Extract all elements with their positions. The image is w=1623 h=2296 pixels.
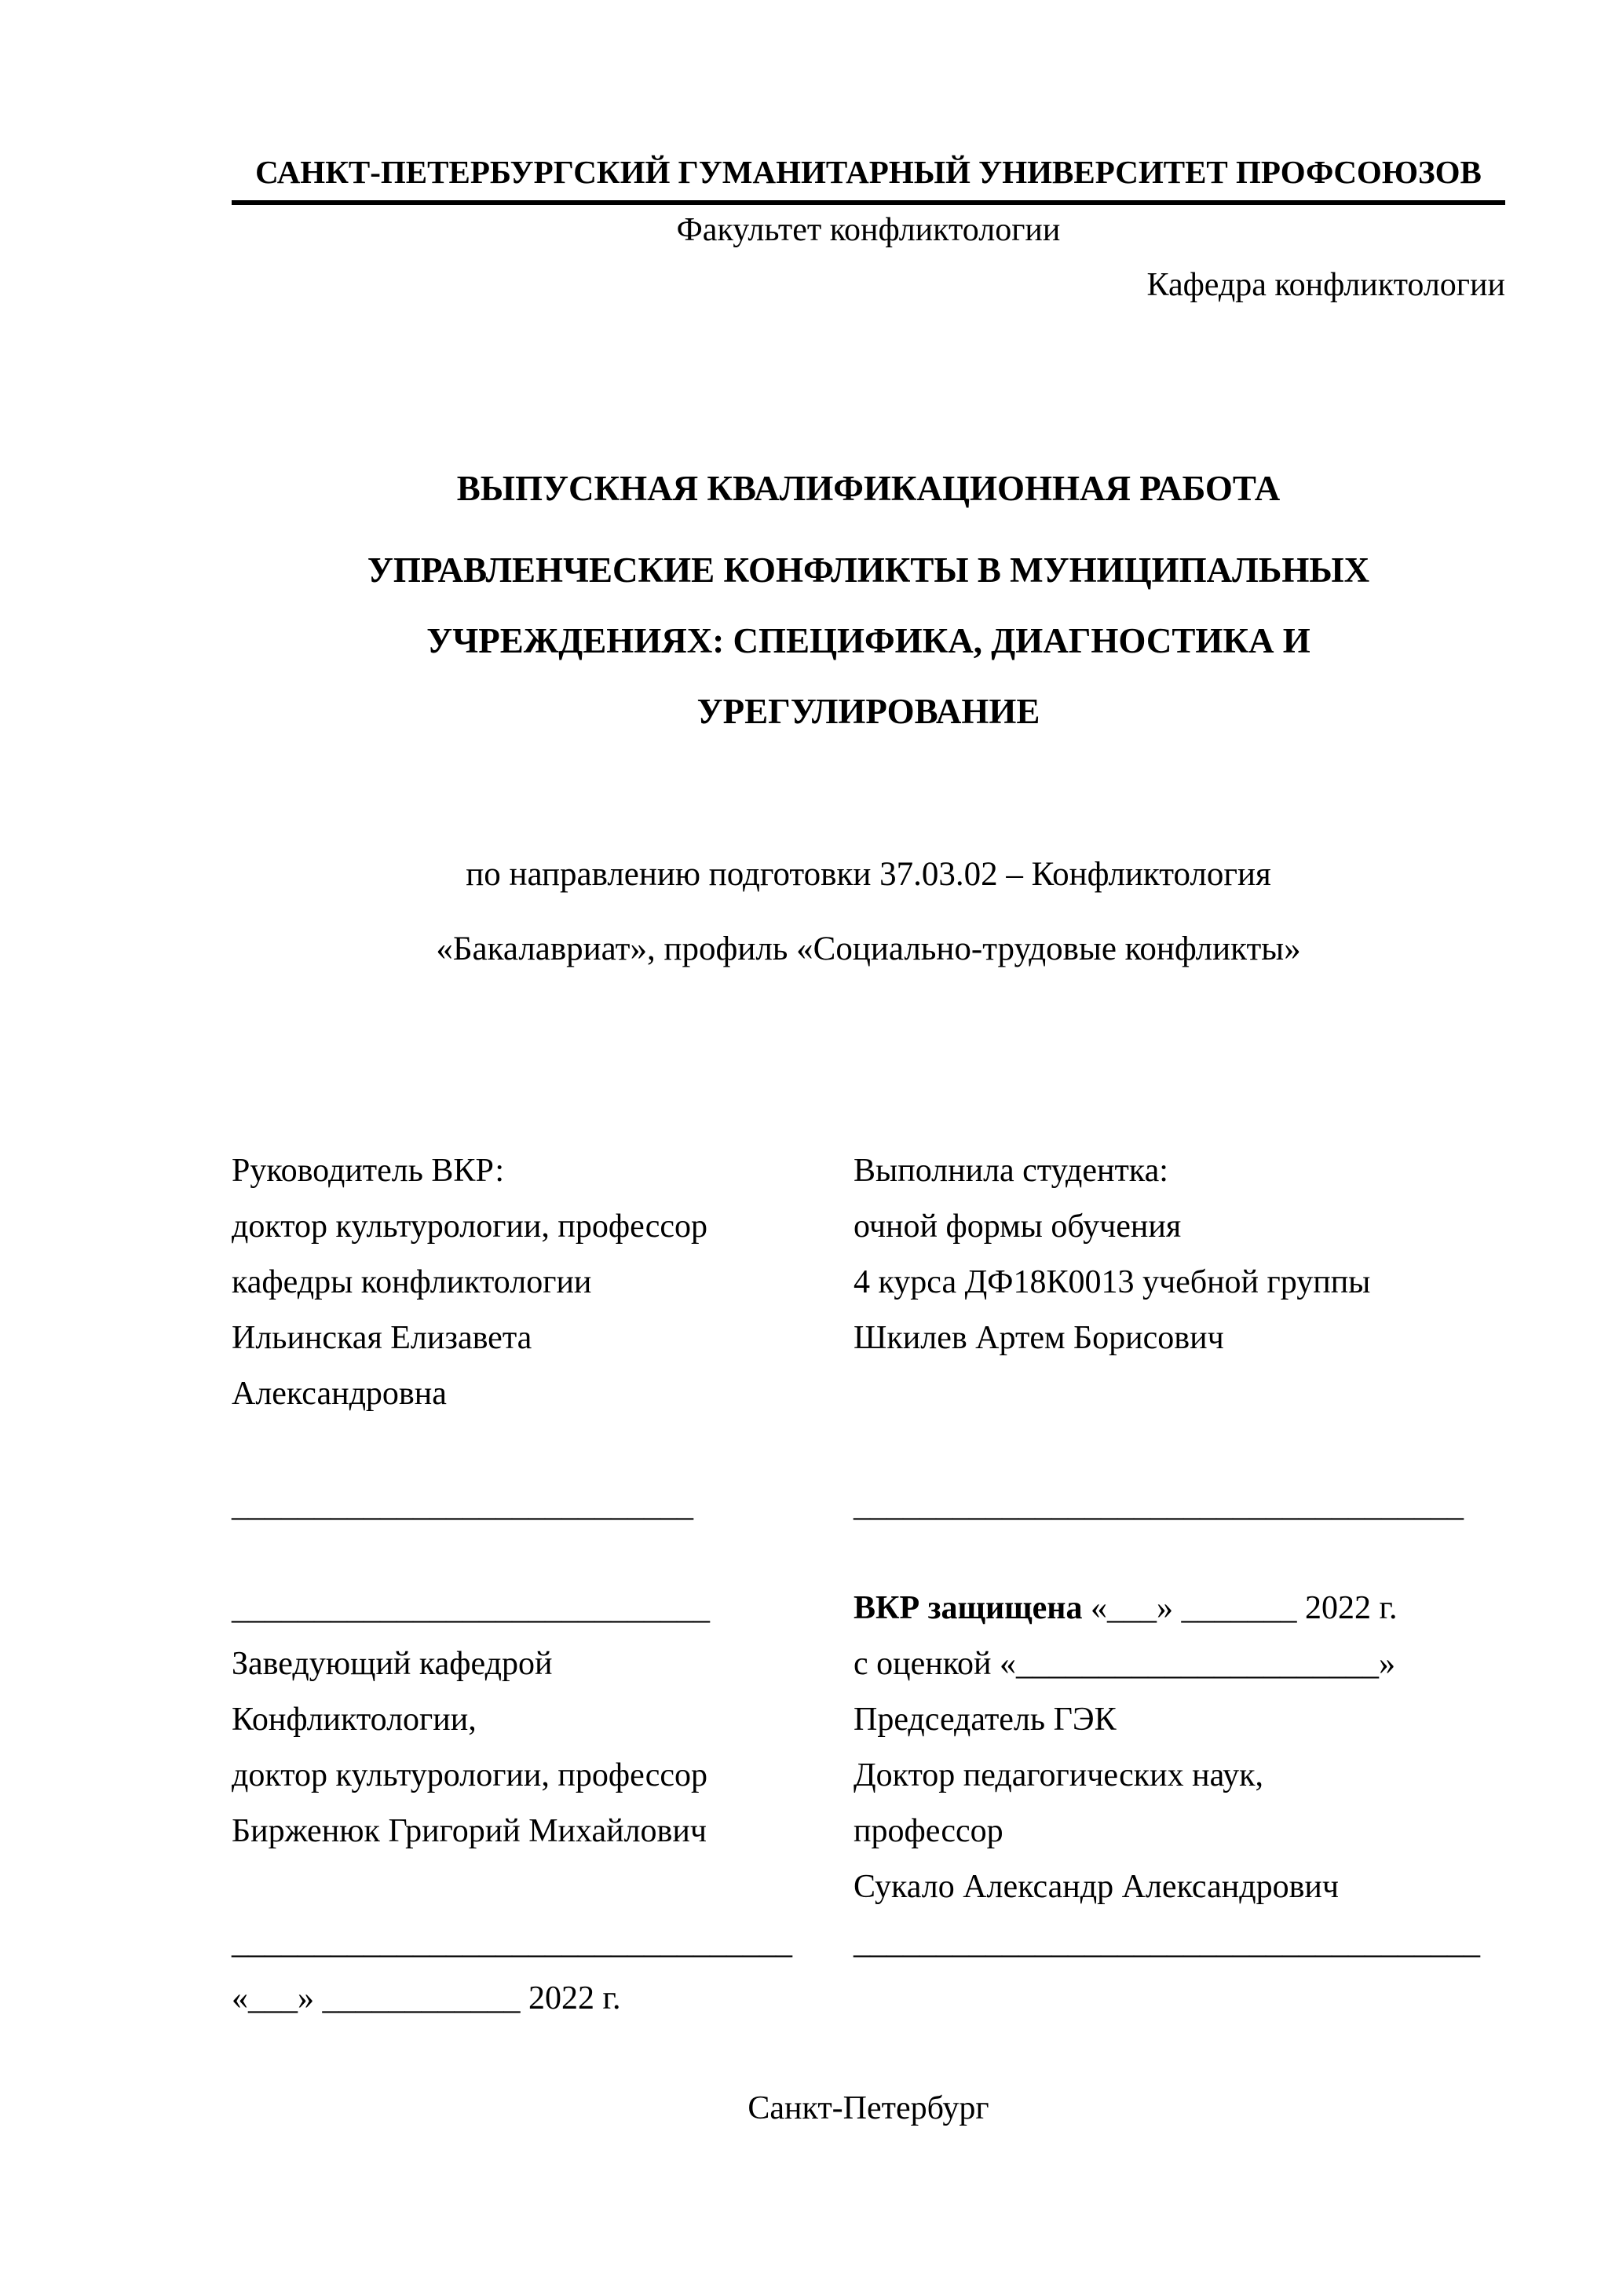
program-info — [232, 837, 1505, 986]
title-line-2: УПРАВЛЕНЧЕСКИЕ КОНФЛИКТЫ В МУНИЦИПАЛЬНЫХ — [367, 550, 1370, 590]
defense-chairman-name: Сукало Александр Александрович — [854, 1869, 1340, 1905]
title-line-1: ВЫПУСКНАЯ КВАЛИФИКАЦИОННАЯ РАБОТА — [456, 469, 1281, 508]
signatures-block-1 — [232, 1143, 1505, 1534]
faculty-name: Факультет конфликтологии — [676, 212, 1061, 248]
header-rule — [232, 200, 1505, 205]
student-study-form: очной формы обучения — [854, 1208, 1182, 1245]
city-label: Санкт-Петербург — [748, 2090, 989, 2126]
supervisor-department: кафедры конфликтологии — [232, 1264, 592, 1300]
defense-block — [854, 1581, 1505, 2027]
defense-grade-line: с оценкой «______________________» — [854, 1646, 1395, 1682]
supervisor-name-line-1: Ильинская Елизавета — [232, 1320, 532, 1356]
department-head-block — [232, 1581, 854, 2027]
department-head-name: Бирженюк Григорий Михайлович — [232, 1813, 707, 1849]
defense-chairman-title: Председатель ГЭК — [854, 1702, 1117, 1738]
student-role: Выполнила студентка: — [854, 1153, 1168, 1189]
defense-defended-line — [854, 1581, 1505, 1636]
title-line-3: УЧРЕЖДЕНИЯХ: СПЕЦИФИКА, ДИАГНОСТИКА И — [426, 621, 1310, 660]
department-head-role-line-1: Заведующий кафедрой — [232, 1646, 553, 1682]
defense-chairman-degree-line-2: профессор — [854, 1813, 1003, 1849]
document-header — [232, 153, 1505, 304]
program-direction: по направлению подготовки 37.03.02 – Конфликтология — [466, 856, 1271, 893]
supervisor-name-line-2: Александровна — [232, 1376, 447, 1412]
supervisor-role: Руководитель ВКР: — [232, 1153, 505, 1189]
department-head-signature-line-top: _____________________________ — [232, 1590, 710, 1626]
university-name: САНКТ-ПЕТЕРБУРГСКИЙ ГУМАНИТАРНЫЙ УНИВЕРСИТЕТ ПРОФСОЮЗОВ — [255, 154, 1482, 190]
defense-chairman-degree-line-1: Доктор педагогических наук, — [854, 1757, 1263, 1793]
student-signature-line: _____________________________________ — [854, 1487, 1464, 1523]
supervisor-block — [232, 1143, 854, 1534]
program-profile: «Бакалавриат», профиль «Социально-трудовые конфликты» — [436, 930, 1301, 967]
defense-defended-date: «___» _______ 2022 г. — [1082, 1590, 1398, 1626]
defense-signature-line: ______________________________________ — [854, 1925, 1480, 1961]
student-name: Шкилев Артем Борисович — [854, 1320, 1224, 1356]
department-head-role-line-2: Конфликтологии, — [232, 1702, 477, 1738]
department-head-degree: доктор культурологии, профессор — [232, 1757, 708, 1793]
supervisor-signature-line: ____________________________ — [232, 1487, 693, 1523]
student-block — [854, 1143, 1505, 1534]
department-head-signature-line-bottom: __________________________________ — [232, 1925, 792, 1961]
department-head-date-line: «___» ____________ 2022 г. — [232, 1980, 621, 2016]
signatures-block-2 — [232, 1581, 1505, 2027]
title-line-4: УРЕГУЛИРОВАНИЕ — [696, 692, 1040, 731]
thesis-title — [232, 453, 1505, 747]
student-group: 4 курса ДФ18К0013 учебной группы — [854, 1264, 1371, 1300]
department-name: Кафедра конфликтологии — [1146, 267, 1505, 303]
supervisor-degree: доктор культурологии, профессор — [232, 1208, 708, 1245]
defense-defended-label: ВКР защищена — [854, 1590, 1083, 1626]
